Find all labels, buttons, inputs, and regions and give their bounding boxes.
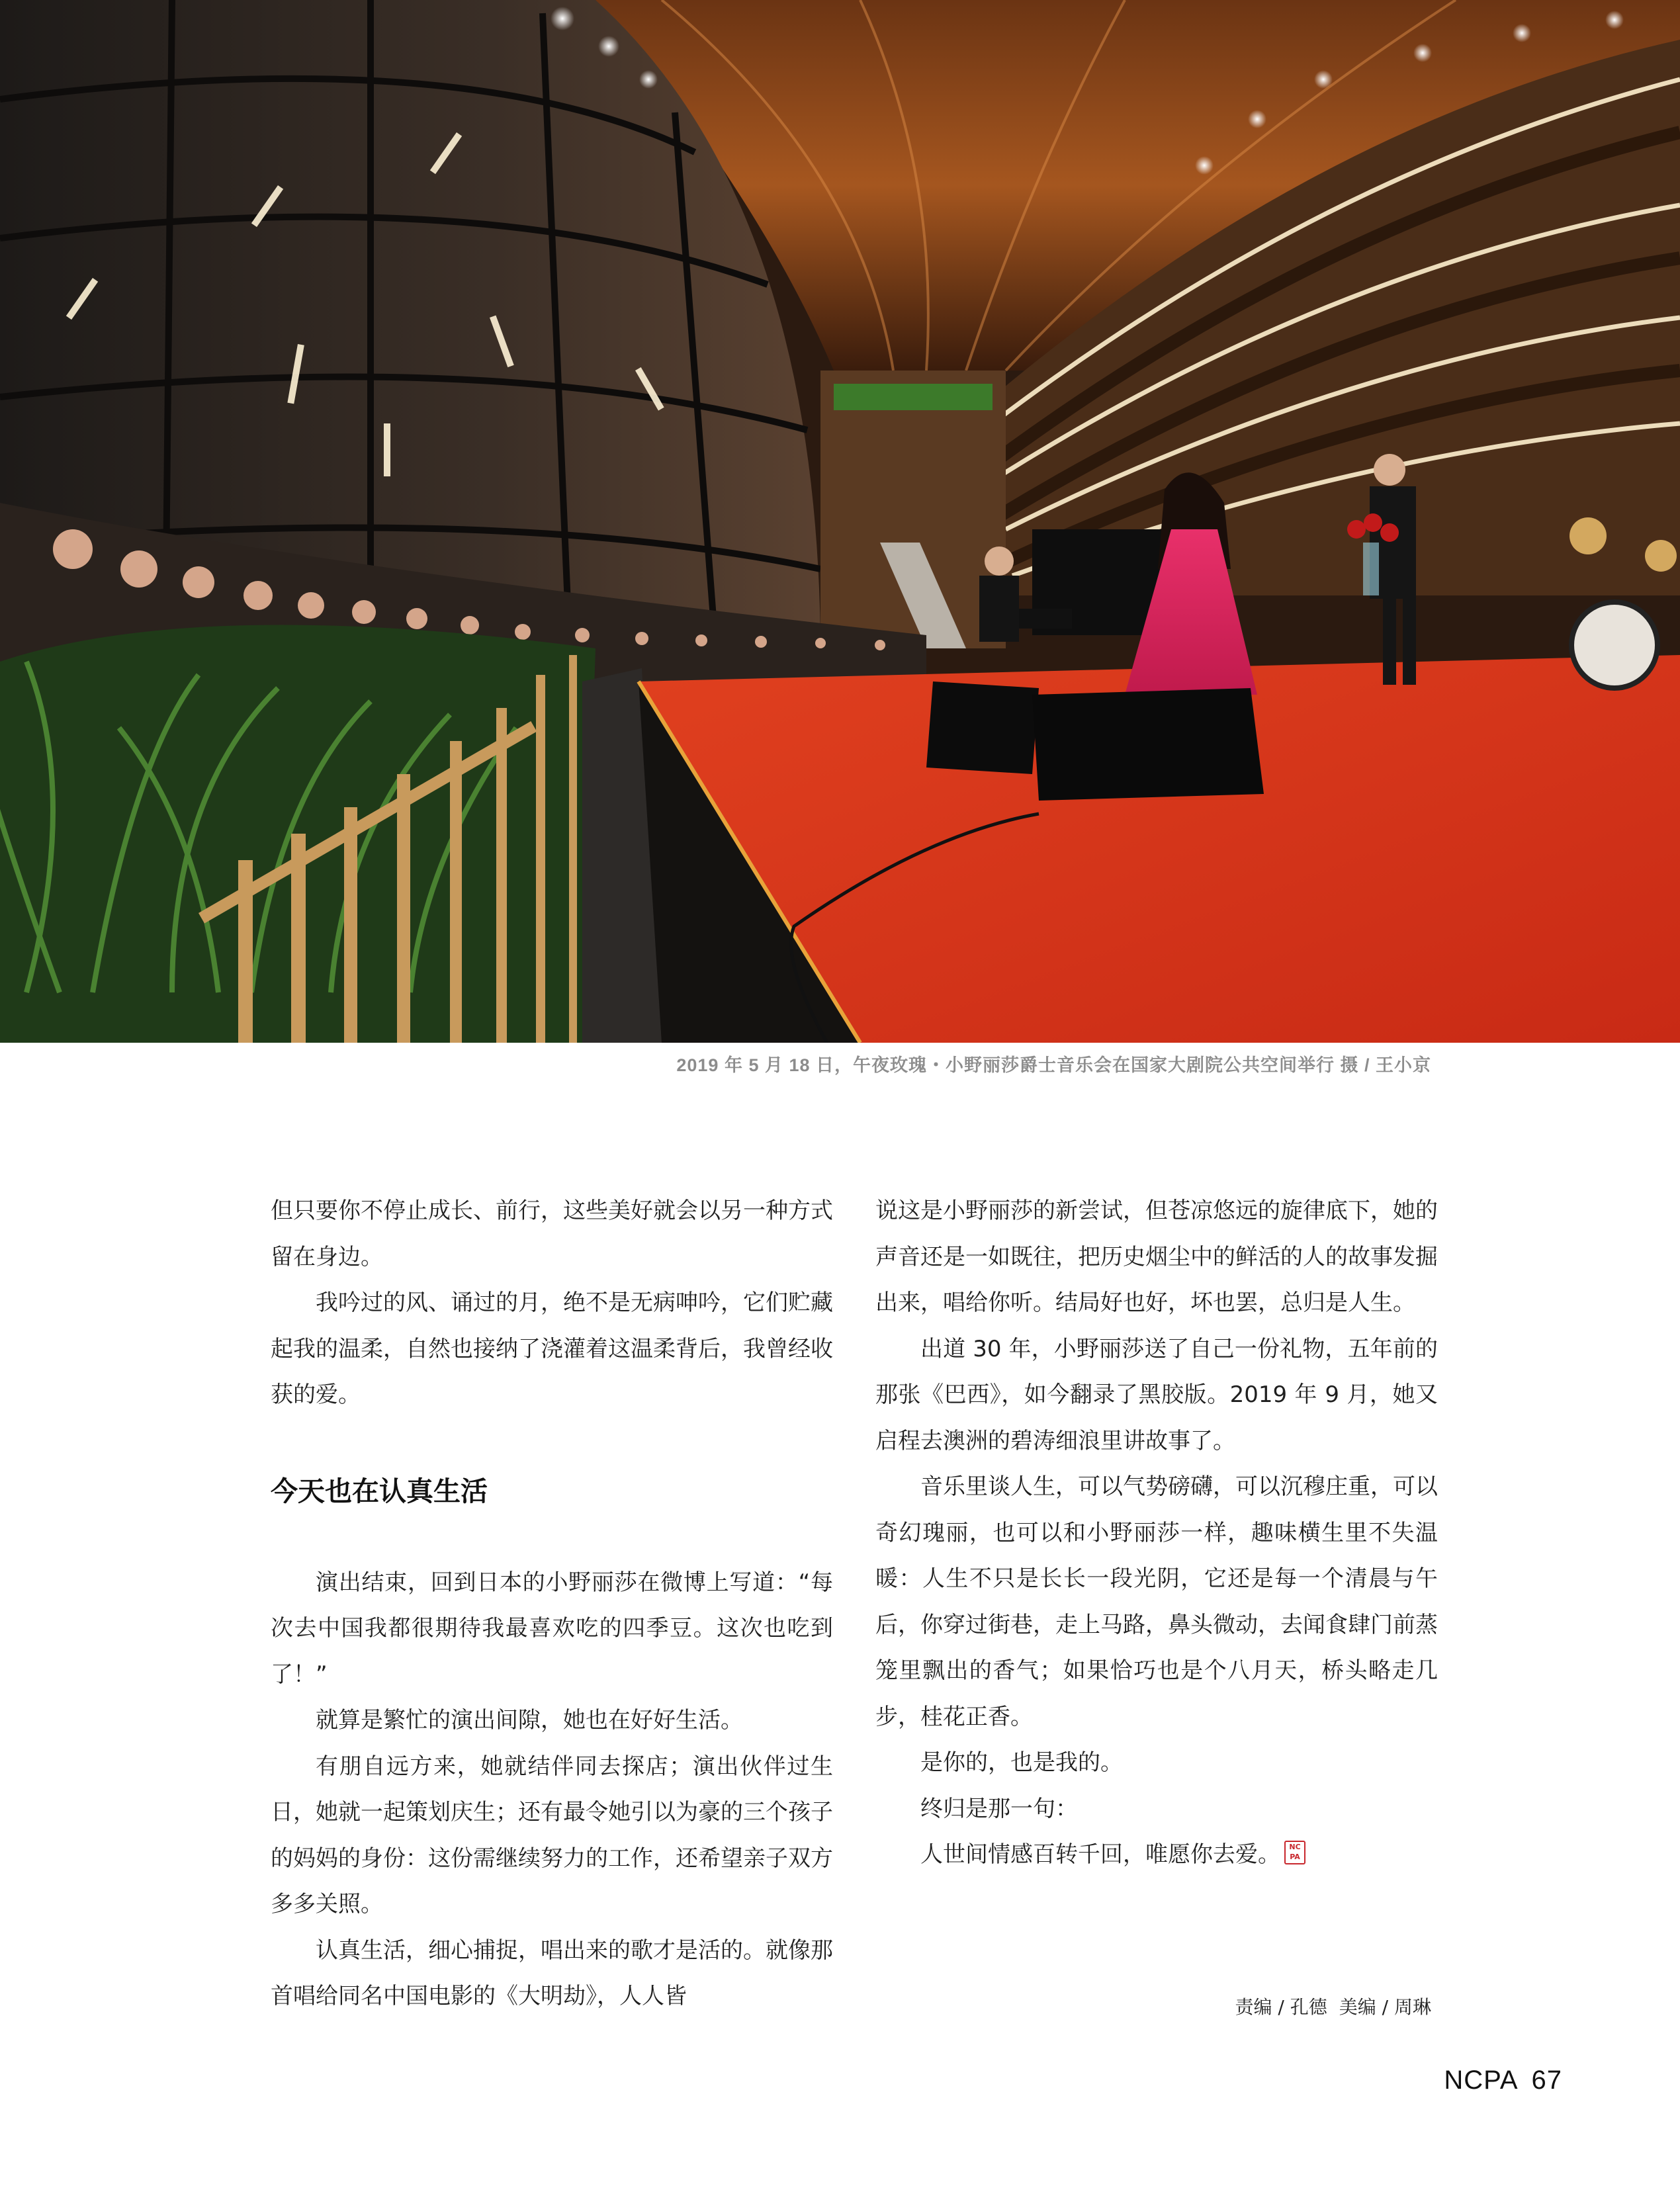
paragraph: 我吟过的风、诵过的月，绝不是无病呻吟，它们贮藏起我的温柔，自然也接纳了浇灌着这温柔背后，我曾经收获的爱。 [271,1290,833,1408]
paragraph: 但只要你不停止成长、前行，这些美好就会以另一种方式留在身边。 [271,1198,833,1270]
paragraph: 就算是繁忙的演出间隙，她也在好好生活。 [316,1707,743,1733]
closing-text: 人世间情感百转千回，唯愿你去爱。 [920,1841,1280,1868]
page-folio [1444,2066,1562,2095]
editor-credit: 责编 / 孔德 [1235,1996,1327,2018]
right-column [875,1188,1438,1878]
paragraph: 终归是那一句： [920,1795,1078,1822]
paragraph: 是你的，也是我的。 [920,1749,1123,1776]
left-column [271,1188,833,2020]
paragraph: 出道 30 年，小野丽莎送了自己一份礼物，五年前的那张《巴西》，如今翻录了黑胶版。2019 年 9 月，她又启程去澳洲的碧涛细浪里讲故事了。 [875,1335,1438,1454]
designer-credit: 美编 / 周琳 [1339,1996,1431,2018]
section-heading: 今天也在认真生活 [271,1475,488,1507]
paragraph: 音乐里谈人生，可以气势磅礴，可以沉穆庄重，可以奇幻瑰丽，也可以和小野丽莎一样，趣味横生里不失温暖：人生不只是长长一段光阴，它还是每一个清晨与午后，你穿过街巷，走上马路，鼻头微动，去闻食肆门前蒸笼里飘出的香气；如果恰巧也是个八月天，桥头略走几步，桂花正香。 [875,1473,1438,1730]
paragraph: 有朋自远方来，她就结伴同去探店；演出伙伴过生日，她就一起策划庆生；还有最令她引以为豪的三个孩子的妈妈的身份：这份需继续努力的工作，还希望亲子双方多多关照。 [271,1753,833,1917]
seal-text-top: NC [1289,1843,1301,1851]
concert-photo-illustration [0,0,1680,1043]
paragraph: 说这是小野丽莎的新尝试，但苍凉悠远的旋律底下，她的声音还是一如既往，把历史烟尘中的鲜活的人的故事发掘出来，唱给你听。结局好也好，坏也罢，总归是人生。 [875,1198,1438,1316]
seal-text-bottom: PA [1290,1853,1300,1861]
photo-caption: 2019 年 5 月 18 日，午夜玫瑰・小野丽莎爵士音乐会在国家大剧院公共空间举行 摄 / 王小京 [676,1055,1431,1075]
magazine-name: NCPA [1444,2066,1519,2095]
page-number: 67 [1531,2066,1562,2095]
paragraph: 演出结束，回到日本的小野丽莎在微博上写道：“每次去中国我都很期待我最喜欢吃的四季豆。这次也吃到了！” [271,1569,833,1688]
concert-photo [0,0,1680,1043]
closing-line [875,1832,1438,1878]
ncpa-seal-icon [1284,1841,1305,1864]
editor-credits [1235,1993,1432,2019]
paragraph: 认真生活，细心捕捉，唱出来的歌才是活的。就像那首唱给同名中国电影的《大明劫》，人人皆 [271,1937,833,2009]
